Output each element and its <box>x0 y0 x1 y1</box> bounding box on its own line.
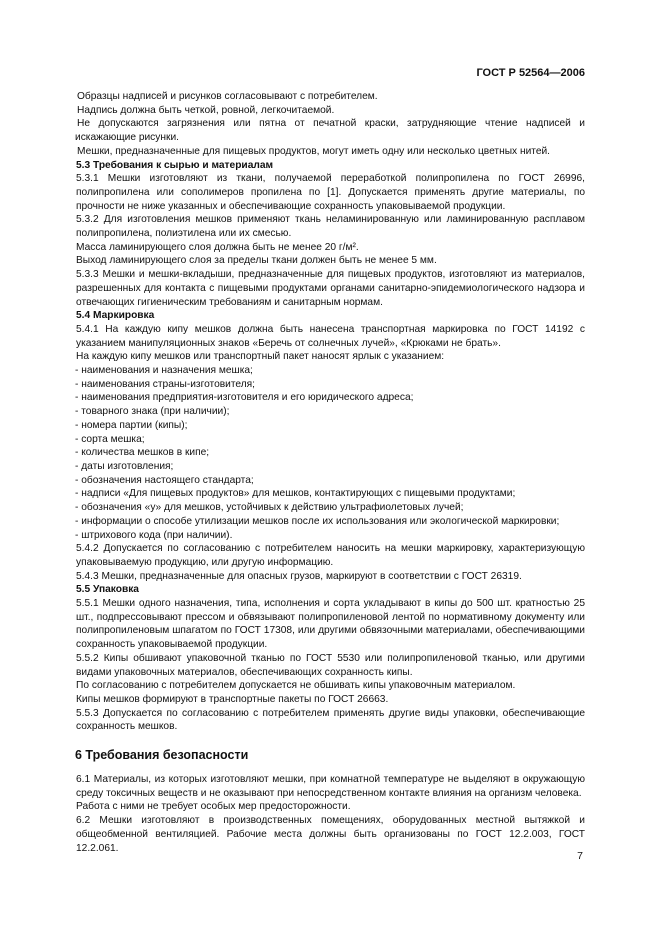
list-item: - обозначения настоящего стандарта; <box>75 474 254 486</box>
paragraph: 5.4.3 Мешки, предназначенные для опасных грузов, маркируют в соответствии с ГОСТ 26319. <box>76 570 522 582</box>
paragraph: Работа с ними не требует особых мер предосторожности. <box>76 801 351 813</box>
paragraph: Кипы мешков формируют в транспортные пакеты по ГОСТ 26663. <box>76 693 389 705</box>
list-item: - номера партии (кипы); <box>75 419 188 431</box>
section-heading-5-3: 5.3 Требования к сырью и материалам <box>76 159 274 171</box>
paragraph: Выход ламинирующего слоя за пределы ткани должен быть не менее 5 мм. <box>76 255 437 267</box>
section-heading-6: 6 Требования безопасности <box>75 748 249 763</box>
paragraph: 5.5.3 Допускается по согласованию с потребителем применять другие виды упаковки, обеспечивающие сохранность мешков. <box>76 707 585 733</box>
list-item: - даты изготовления; <box>75 460 174 472</box>
list-item: - наименования предприятия-изготовителя и его юридического адреса; <box>75 392 414 404</box>
list-item: - информации о способе утилизации мешков после их использования или экологической маркировки; <box>75 515 560 527</box>
page-number: 7 <box>577 850 583 862</box>
paragraph: Масса ламинирующего слоя должна быть не менее 20 г/м². <box>76 241 359 253</box>
paragraph: Надпись должна быть четкой, ровной, легкочитаемой. <box>77 104 335 116</box>
list-item: - сорта мешка; <box>75 433 145 445</box>
list-item: - наименования и назначения мешка; <box>75 365 253 377</box>
paragraph: На каждую кипу мешков или транспортный пакет наносят ярлык с указанием: <box>76 351 445 363</box>
list-item: - надписи «Для пищевых продуктов» для мешков, контактирующих с пищевыми продуктами; <box>75 488 516 500</box>
paragraph: 5.3.1 Мешки изготовляют из ткани, получаемой переработкой полипропилена по ГОСТ 26996, полипропилена или сополимеров пропилена по [1]. Допускается применять другие материалы, по прочности не ниже указанных и обеспечивающие сохранность упаковываемой продукции. <box>76 173 585 212</box>
paragraph: 5.3.2 Для изготовления мешков применяют ткань неламинированную или ламинированную расплавом полипропилена, полиэтилена или их смесью. <box>76 214 585 240</box>
list-item: - товарного знака (при наличии); <box>75 406 230 418</box>
list-item: - штрихового кода (при наличии). <box>75 529 233 541</box>
paragraph: 6.1 Материалы, из которых изготовляют мешки, при комнатной температуре не выделяют в окружающую среду токсичных веществ и не оказывают при непосредственном контакте влияния на организм человека. <box>76 774 585 799</box>
paragraph: Образцы надписей и рисунков согласовывают с потребителем. <box>77 91 378 102</box>
paragraph: По согласованию с потребителем допускается не обшивать кипы упаковочным материалом. <box>76 680 516 692</box>
section-heading-5-4: 5.4 Маркировка <box>76 310 155 322</box>
document-body <box>75 90 585 855</box>
paragraph: 5.5.1 Мешки одного назначения, типа, исполнения и сорта укладывают в кипы до 500 шт. кратностью 25 шт., подпрессовывают прессом и обвязывают полипропиленовой лентой по нормативному документу или полипропиленовым шпагатом по ГОСТ 17308, или другими обвязочными материалами, обеспечивающими сохранность упаковываемой продукции. <box>76 598 585 651</box>
paragraph: 6.2 Мешки изготовляют в производственных помещениях, оборудованных местной вытяжкой и общеобменной вентиляцией. Рабочие места должны быть организованы по ГОСТ 12.2.003, ГОСТ 12.2.061. <box>76 815 585 854</box>
paragraph: 5.4.2 Допускается по согласованию с потребителем наносить на мешки маркировку, характеризующую упаковываемую продукцию, или другую информацию. <box>76 543 585 568</box>
document-code: ГОСТ Р 52564—2006 <box>476 67 585 79</box>
paragraph: Мешки, предназначенные для пищевых продуктов, могут иметь одну или несколько цветных нитей. <box>77 145 551 157</box>
paragraph: 5.3.3 Мешки и мешки-вкладыши, предназначенные для пищевых продуктов, изготовляют из материалов, разрешенных для контакта с пищевыми продуктами органами санитарно-эпидемиологического надзора и отвечающих гигиеническим требованиям и санитарным нормам. <box>76 269 585 308</box>
paragraph: 5.5.2 Кипы обшивают упаковочной тканью по ГОСТ 5530 или полипропиленовой тканью, или другими видами упаковочных материалов, обеспечивающих сохранность кипы. <box>76 652 585 678</box>
list-item: - обозначения «у» для мешков, устойчивых к действию ультрафиолетовых лучей; <box>75 502 464 514</box>
list-item: - наименования страны-изготовителя; <box>75 378 256 390</box>
list-item: - количества мешков в кипе; <box>75 447 210 459</box>
paragraph: Не допускаются загрязнения или пятна от печатной краски, затрудняющие чтение надписей и искажающие рисунки. <box>75 118 585 144</box>
section-heading-5-5: 5.5 Упаковка <box>76 584 139 596</box>
paragraph: 5.4.1 На каждую кипу мешков должна быть нанесена транспортная маркировка по ГОСТ 14192 с указанием манипуляционных знаков «Беречь от солнечных лучей», «Крюками не брать». <box>76 323 585 349</box>
